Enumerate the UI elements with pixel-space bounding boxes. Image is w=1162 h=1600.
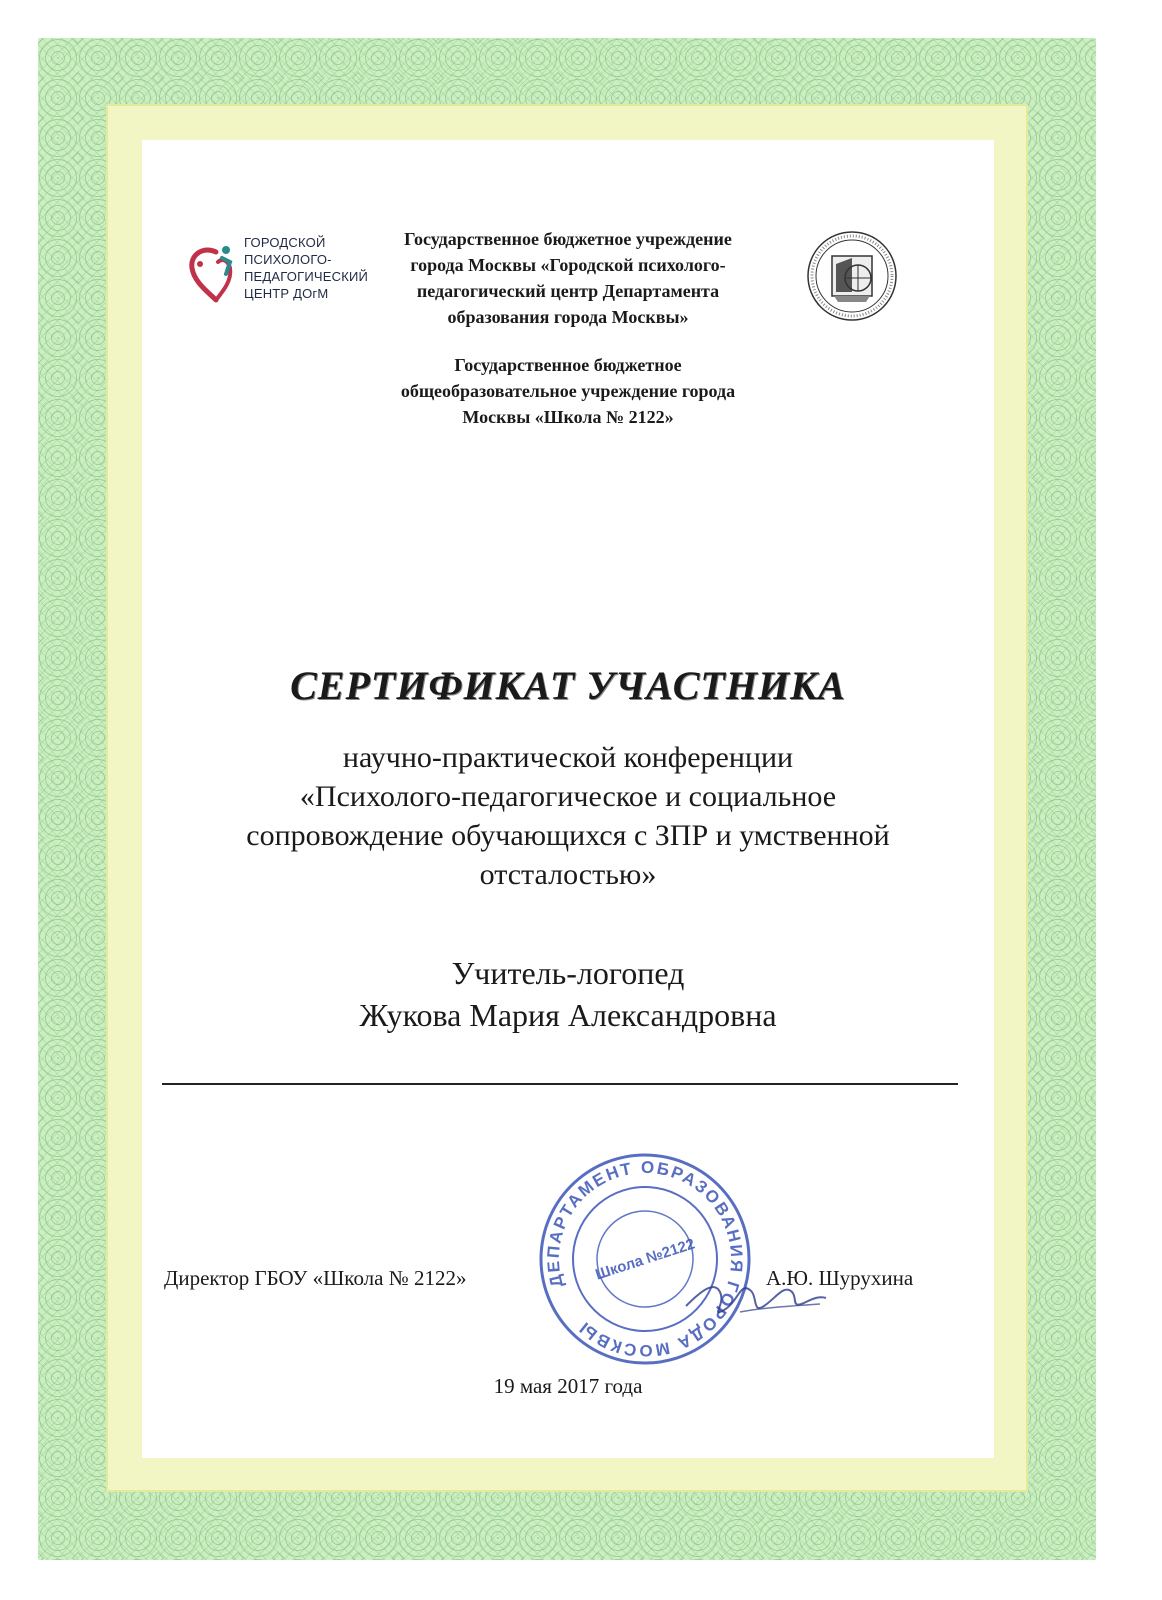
organization-2 (362, 352, 774, 430)
org1-line: города Москвы «Городской психолого- (410, 255, 726, 275)
logo-line: ПСИХОЛОГО- (244, 252, 332, 267)
issue-date: 19 мая 2017 года (493, 1374, 643, 1398)
logo-line: ЦЕНТР ДОгМ (244, 286, 329, 301)
logo-line: ПЕДАГОГИЧЕСКИЙ (244, 269, 369, 284)
org1-line: образования города Москвы» (447, 307, 689, 327)
logo-line: ГОРОДСКОЙ (244, 235, 326, 250)
director-title: Директор ГБОУ «Школа № 2122» (164, 1266, 467, 1290)
org1-line: педагогический центр Департамента (416, 281, 720, 301)
conference-line: научно-практической конференции (342, 741, 794, 774)
divider-line (162, 1083, 958, 1085)
official-stamp (536, 1150, 754, 1368)
director-name: А.Ю. Шурухина (766, 1266, 914, 1290)
recipient-block (142, 952, 994, 1036)
org2-line: Москвы «Школа № 2122» (462, 407, 674, 427)
certificate-title: СЕРТИФИКАТ УЧАСТНИКА (290, 663, 846, 708)
org1-line: Государственное бюджетное учреждение (404, 229, 732, 249)
stamp-center-text: Школа №2122 (593, 1235, 697, 1284)
recipient-name: Жукова Мария Александровна (359, 997, 777, 1033)
stamp-outer-text: ДЕПАРТАМЕНТ ОБРАЗОВАНИЯ ГОРОДА МОСКВЫ (543, 1157, 747, 1361)
recipient-position: Учитель-логопед (451, 955, 685, 991)
logo-text (244, 234, 368, 302)
gppc-logo (186, 234, 372, 310)
conference-line: сопровождение обучающихся с ЗПР и умственной (246, 819, 890, 852)
conference-line: отсталостью» (479, 858, 657, 891)
heart-logo-icon (186, 244, 240, 306)
org2-line: Государственное бюджетное (454, 355, 682, 375)
school-emblem-icon (806, 230, 898, 322)
org2-line: общеобразовательное учреждение города (400, 381, 736, 401)
conference-description (170, 738, 966, 894)
organization-1 (372, 226, 764, 330)
conference-line: «Психолого-педагогическое и социальное (299, 780, 837, 813)
